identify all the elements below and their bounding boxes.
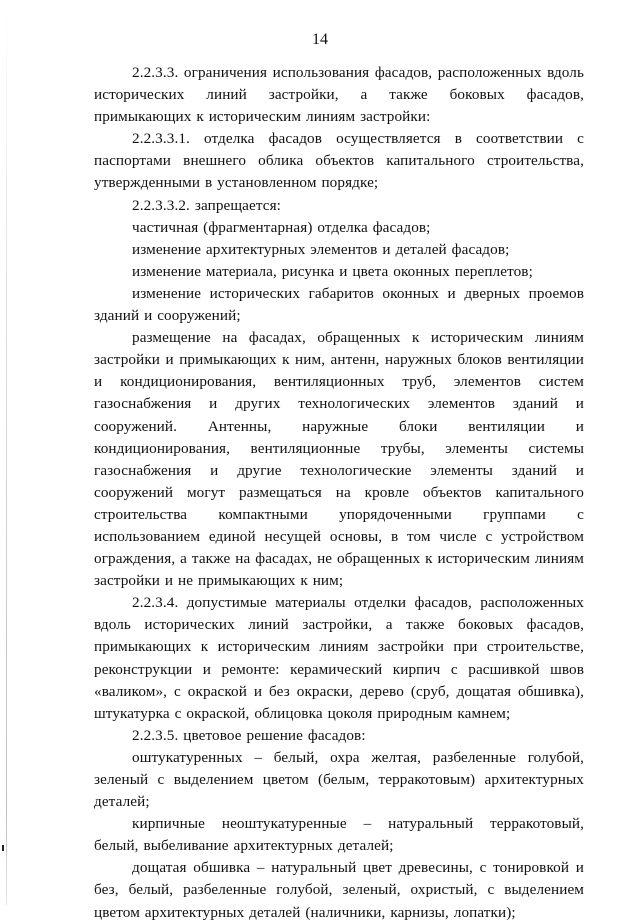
scan-edge-line bbox=[6, 0, 7, 905]
paragraph-2-2-3-5: 2.2.3.5. цветовое решение фасадов: bbox=[132, 726, 366, 744]
color-item-wood-siding: дощатая обшивка – натуральный цвет древесины, с тонировкой и без, белый, разбеленные голубой, зеленый, охристый, с выделением цветом архитектурных деталей (наличники, карнизы, лопатки); bbox=[94, 859, 584, 921]
list-item-window-frames: изменение материала, рисунка и цвета оконных переплетов; bbox=[132, 262, 533, 280]
paragraph-2-2-3-3-2: 2.2.3.3.2. запрещается: bbox=[132, 196, 281, 214]
list-item-partial-finishing: частичная (фрагментарная) отделка фасадов; bbox=[132, 218, 431, 236]
document-body bbox=[94, 62, 584, 924]
paragraph-2-2-3-4: 2.2.3.4. допустимые материалы отделки фасадов, расположенных вдоль исторических линий застройки, а также боковых фасадов, примыкающих к историческим линиям застройки при строительстве, реконструкции и ремонте: керамический кирпич с расшивкой швов «валиком», с окраской и без окраски, дерево (сруб, дощатая обшивка), штукатурка с окраской, облицовка цоколя природным камнем; bbox=[94, 594, 584, 722]
paragraph-2-2-3-3: 2.2.3.3. ограничения использования фасадов, расположенных вдоль исторических линий застройки, а также боковых фасадов, примыкающих к историческим линиям застройки: bbox=[94, 64, 584, 126]
list-item-architectural-elements: изменение архитектурных элементов и деталей фасадов; bbox=[132, 240, 510, 258]
page-number: 14 bbox=[312, 31, 328, 48]
color-item-plastered: оштукатуренных – белый, охра желтая, разбеленные голубой, зеленый с выделением цветом (белым, терракотовым) архитектурных деталей; bbox=[94, 748, 584, 811]
color-item-brick: кирпичные неоштукатуренные – натуральный терракотовый, белый, выбеливание архитектурных деталей; bbox=[94, 815, 584, 855]
list-item-equipment-placement: размещение на фасадах, обращенных к историческим линиям застройки и примыкающих к ним, антенн, наружных блоков вентиляции и кондиционирования, вентиляционных труб, элементов систем газоснабжения и других технологических элементов зданий и сооружений. Антенны, наружные блоки вентиляции и кондиционирования, вентиляционные трубы, элементы системы газоснабжения и другие технологические элементы зданий и сооружений могут размещаться на кровле объектов капитального строительства компактными упорядоченными группами с использованием единой несущей основы, в том числе с устройством ограждения, а также на фасадах, не обращенных к историческим линиям застройки и не примыкающих к ним; bbox=[94, 329, 584, 590]
scan-artifact bbox=[2, 845, 4, 851]
list-item-openings-dimensions: изменение исторических габаритов оконных и дверных проемов зданий и сооружений; bbox=[94, 284, 584, 325]
paragraph-2-2-3-3-1: 2.2.3.3.1. отделка фасадов осуществляется в соответствии с паспортами внешнего облика объектов капитального строительства, утвержденными в установленном порядке; bbox=[94, 130, 584, 192]
